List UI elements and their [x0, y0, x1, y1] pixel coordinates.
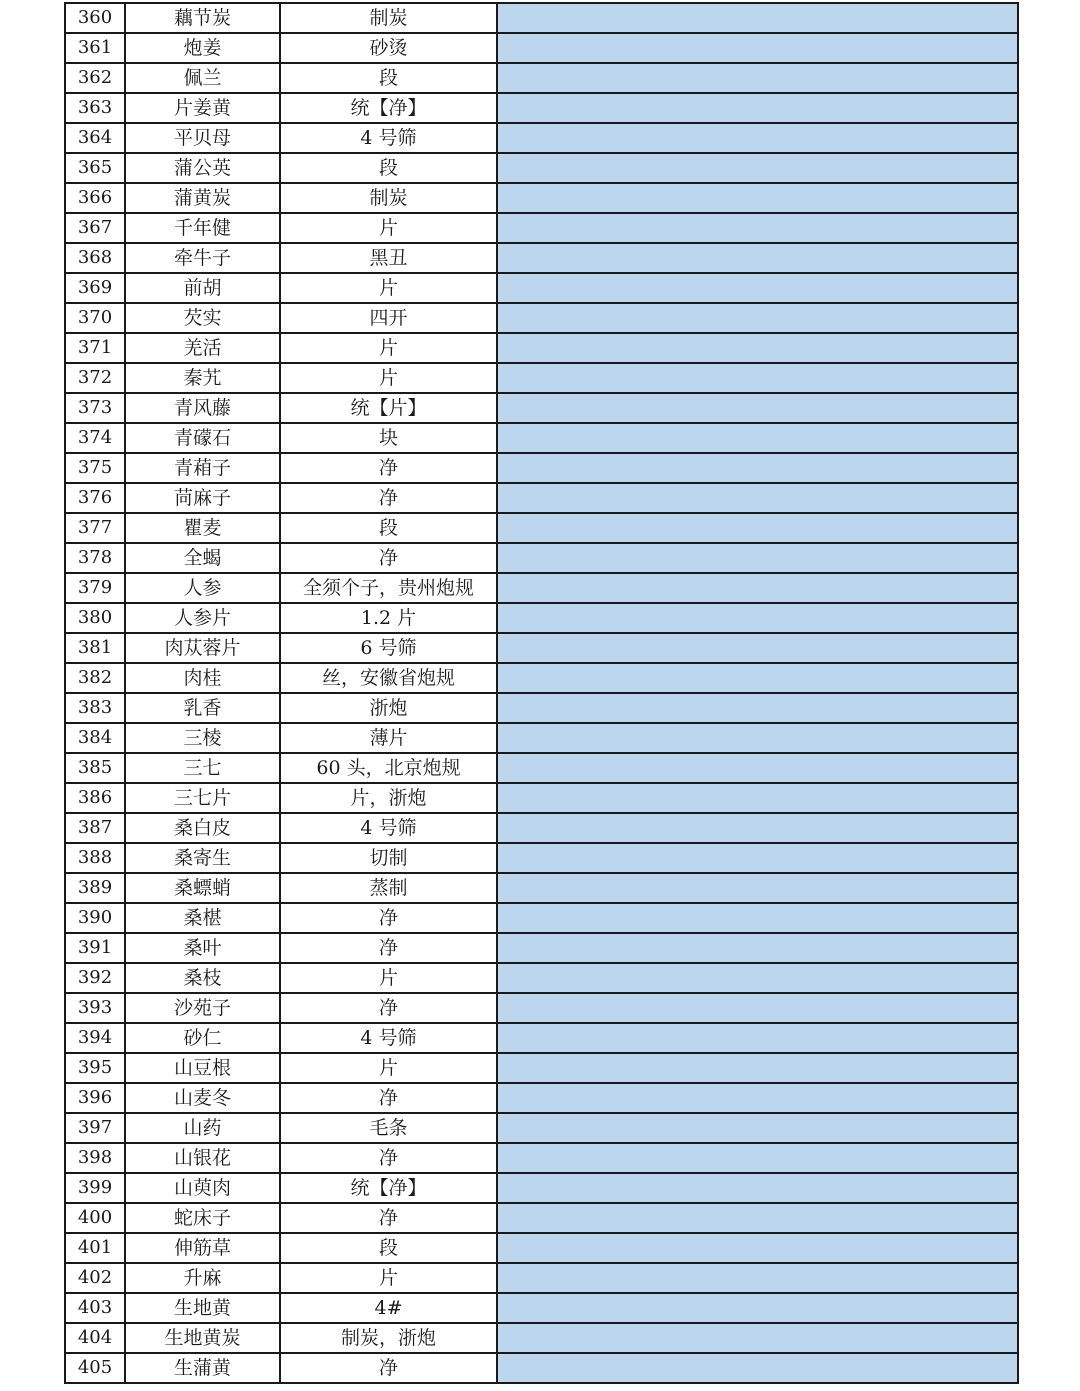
- row-number-cell: 405: [65, 1353, 125, 1383]
- herb-spec-cell: 段: [280, 513, 497, 543]
- row-number-cell: 385: [65, 753, 125, 783]
- herb-name-cell: 桑螵蛸: [125, 873, 280, 903]
- blank-fill-cell: [497, 1083, 1018, 1113]
- row-number-cell: 368: [65, 243, 125, 273]
- table-row: [65, 1143, 1018, 1173]
- blank-fill-cell: [497, 783, 1018, 813]
- table-row: [65, 3, 1018, 33]
- herb-name-cell: 砂仁: [125, 1023, 280, 1053]
- herb-spec-cell: 净: [280, 903, 497, 933]
- row-number-cell: 401: [65, 1233, 125, 1263]
- table-row: [65, 993, 1018, 1023]
- herb-spec-cell: 4 号筛: [280, 123, 497, 153]
- table-row: [65, 903, 1018, 933]
- herb-name-cell: 山萸肉: [125, 1173, 280, 1203]
- herb-name-cell: 蛇床子: [125, 1203, 280, 1233]
- table-row: [65, 393, 1018, 423]
- herb-spec-cell: 净: [280, 993, 497, 1023]
- herb-spec-cell: 块: [280, 423, 497, 453]
- herb-name-cell: 桑寄生: [125, 843, 280, 873]
- herb-spec-cell: 制炭，浙炮: [280, 1323, 497, 1353]
- herb-spec-cell: 4 号筛: [280, 1023, 497, 1053]
- table-row: [65, 1173, 1018, 1203]
- row-number-cell: 399: [65, 1173, 125, 1203]
- herb-name-cell: 千年健: [125, 213, 280, 243]
- blank-fill-cell: [497, 243, 1018, 273]
- row-number-cell: 395: [65, 1053, 125, 1083]
- row-number-cell: 375: [65, 453, 125, 483]
- table-row: [65, 693, 1018, 723]
- herb-spec-cell: 片，浙炮: [280, 783, 497, 813]
- table-row: [65, 153, 1018, 183]
- blank-fill-cell: [497, 33, 1018, 63]
- table-row: [65, 63, 1018, 93]
- herb-spec-cell: 统【净】: [280, 93, 497, 123]
- blank-fill-cell: [497, 513, 1018, 543]
- row-number-cell: 378: [65, 543, 125, 573]
- row-number-cell: 360: [65, 3, 125, 33]
- herb-spec-cell: 净: [280, 543, 497, 573]
- herb-spec-cell: 浙炮: [280, 693, 497, 723]
- blank-fill-cell: [497, 123, 1018, 153]
- table-row: [65, 963, 1018, 993]
- herb-spec-cell: 1.2 片: [280, 603, 497, 633]
- row-number-cell: 400: [65, 1203, 125, 1233]
- blank-fill-cell: [497, 1293, 1018, 1323]
- herb-spec-cell: 段: [280, 63, 497, 93]
- table-row: [65, 303, 1018, 333]
- blank-fill-cell: [497, 1203, 1018, 1233]
- herb-spec-cell: 净: [280, 483, 497, 513]
- herb-name-cell: 青礞石: [125, 423, 280, 453]
- blank-fill-cell: [497, 3, 1018, 33]
- herb-name-cell: 平贝母: [125, 123, 280, 153]
- table-row: [65, 93, 1018, 123]
- blank-fill-cell: [497, 1323, 1018, 1353]
- row-number-cell: 373: [65, 393, 125, 423]
- herb-spec-cell: 切制: [280, 843, 497, 873]
- table-row: [65, 1323, 1018, 1353]
- herb-spec-cell: 四开: [280, 303, 497, 333]
- herb-name-cell: 桑椹: [125, 903, 280, 933]
- herb-name-cell: 芡实: [125, 303, 280, 333]
- table-row: [65, 1053, 1018, 1083]
- herb-spec-cell: 片: [280, 1263, 497, 1293]
- herb-name-cell: 羌活: [125, 333, 280, 363]
- herb-name-cell: 伸筋草: [125, 1233, 280, 1263]
- row-number-cell: 393: [65, 993, 125, 1023]
- herb-name-cell: 乳香: [125, 693, 280, 723]
- blank-fill-cell: [497, 393, 1018, 423]
- herb-spec-cell: 60 头，北京炮规: [280, 753, 497, 783]
- table-row: [65, 33, 1018, 63]
- herb-name-cell: 前胡: [125, 273, 280, 303]
- herb-spec-cell: 全须个子，贵州炮规: [280, 573, 497, 603]
- blank-fill-cell: [497, 573, 1018, 603]
- row-number-cell: 365: [65, 153, 125, 183]
- herb-spec-cell: 片: [280, 363, 497, 393]
- table-row: [65, 723, 1018, 753]
- herb-spec-cell: 统【片】: [280, 393, 497, 423]
- table-row: [65, 1293, 1018, 1323]
- table-row: [65, 1233, 1018, 1263]
- blank-fill-cell: [497, 903, 1018, 933]
- herb-name-cell: 瞿麦: [125, 513, 280, 543]
- table-row: [65, 213, 1018, 243]
- herb-spec-cell: 净: [280, 453, 497, 483]
- row-number-cell: 380: [65, 603, 125, 633]
- blank-fill-cell: [497, 723, 1018, 753]
- row-number-cell: 404: [65, 1323, 125, 1353]
- table-row: [65, 513, 1018, 543]
- blank-fill-cell: [497, 633, 1018, 663]
- table-row: [65, 933, 1018, 963]
- blank-fill-cell: [497, 933, 1018, 963]
- row-number-cell: 363: [65, 93, 125, 123]
- blank-fill-cell: [497, 303, 1018, 333]
- herb-name-cell: 升麻: [125, 1263, 280, 1293]
- herb-name-cell: 苘麻子: [125, 483, 280, 513]
- herb-spec-cell: 6 号筛: [280, 633, 497, 663]
- herb-spec-cell: 统【净】: [280, 1173, 497, 1203]
- blank-fill-cell: [497, 663, 1018, 693]
- row-number-cell: 361: [65, 33, 125, 63]
- herb-spec-table-body: [65, 3, 1018, 1383]
- blank-fill-cell: [497, 603, 1018, 633]
- blank-fill-cell: [497, 873, 1018, 903]
- blank-fill-cell: [497, 993, 1018, 1023]
- row-number-cell: 397: [65, 1113, 125, 1143]
- herb-name-cell: 炮姜: [125, 33, 280, 63]
- table-row: [65, 873, 1018, 903]
- blank-fill-cell: [497, 1143, 1018, 1173]
- row-number-cell: 370: [65, 303, 125, 333]
- herb-name-cell: 桑枝: [125, 963, 280, 993]
- herb-name-cell: 佩兰: [125, 63, 280, 93]
- blank-fill-cell: [497, 813, 1018, 843]
- herb-name-cell: 三七片: [125, 783, 280, 813]
- blank-fill-cell: [497, 1233, 1018, 1263]
- blank-fill-cell: [497, 963, 1018, 993]
- row-number-cell: 387: [65, 813, 125, 843]
- blank-fill-cell: [497, 453, 1018, 483]
- herb-name-cell: 生蒲黄: [125, 1353, 280, 1383]
- table-row: [65, 543, 1018, 573]
- herb-spec-cell: 净: [280, 1143, 497, 1173]
- table-row: [65, 243, 1018, 273]
- herb-spec-cell: 净: [280, 1353, 497, 1383]
- table-row: [65, 363, 1018, 393]
- herb-name-cell: 青风藤: [125, 393, 280, 423]
- row-number-cell: 386: [65, 783, 125, 813]
- row-number-cell: 403: [65, 1293, 125, 1323]
- row-number-cell: 374: [65, 423, 125, 453]
- table-row: [65, 1263, 1018, 1293]
- row-number-cell: 364: [65, 123, 125, 153]
- table-row: [65, 1083, 1018, 1113]
- blank-fill-cell: [497, 63, 1018, 93]
- blank-fill-cell: [497, 273, 1018, 303]
- blank-fill-cell: [497, 213, 1018, 243]
- row-number-cell: 366: [65, 183, 125, 213]
- row-number-cell: 383: [65, 693, 125, 723]
- herb-spec-cell: 毛条: [280, 1113, 497, 1143]
- table-row: [65, 573, 1018, 603]
- table-row: [65, 333, 1018, 363]
- blank-fill-cell: [497, 483, 1018, 513]
- table-row: [65, 1353, 1018, 1383]
- herb-spec-cell: 4#: [280, 1293, 497, 1323]
- herb-name-cell: 山麦冬: [125, 1083, 280, 1113]
- herb-name-cell: 人参: [125, 573, 280, 603]
- herb-name-cell: 桑叶: [125, 933, 280, 963]
- herb-spec-cell: 片: [280, 1053, 497, 1083]
- table-row: [65, 1203, 1018, 1233]
- table-row: [65, 183, 1018, 213]
- herb-spec-cell: 蒸制: [280, 873, 497, 903]
- herb-spec-cell: 段: [280, 153, 497, 183]
- blank-fill-cell: [497, 693, 1018, 723]
- herb-name-cell: 人参片: [125, 603, 280, 633]
- herb-spec-cell: 净: [280, 933, 497, 963]
- row-number-cell: 369: [65, 273, 125, 303]
- blank-fill-cell: [497, 1263, 1018, 1293]
- herb-spec-cell: 片: [280, 273, 497, 303]
- row-number-cell: 391: [65, 933, 125, 963]
- blank-fill-cell: [497, 93, 1018, 123]
- herb-spec-cell: 片: [280, 963, 497, 993]
- herb-spec-cell: 净: [280, 1083, 497, 1113]
- herb-name-cell: 青葙子: [125, 453, 280, 483]
- table-row: [65, 813, 1018, 843]
- blank-fill-cell: [497, 183, 1018, 213]
- table-row: [65, 453, 1018, 483]
- row-number-cell: 390: [65, 903, 125, 933]
- blank-fill-cell: [497, 423, 1018, 453]
- table-row: [65, 423, 1018, 453]
- blank-fill-cell: [497, 543, 1018, 573]
- herb-spec-cell: 丝，安徽省炮规: [280, 663, 497, 693]
- table-row: [65, 753, 1018, 783]
- row-number-cell: 362: [65, 63, 125, 93]
- blank-fill-cell: [497, 1023, 1018, 1053]
- herb-name-cell: 三棱: [125, 723, 280, 753]
- row-number-cell: 381: [65, 633, 125, 663]
- herb-name-cell: 山豆根: [125, 1053, 280, 1083]
- blank-fill-cell: [497, 1173, 1018, 1203]
- blank-fill-cell: [497, 1113, 1018, 1143]
- herb-spec-cell: 片: [280, 333, 497, 363]
- row-number-cell: 392: [65, 963, 125, 993]
- table-row: [65, 1113, 1018, 1143]
- row-number-cell: 394: [65, 1023, 125, 1053]
- herb-name-cell: 蒲黄炭: [125, 183, 280, 213]
- row-number-cell: 389: [65, 873, 125, 903]
- herb-name-cell: 全蝎: [125, 543, 280, 573]
- table-row: [65, 123, 1018, 153]
- row-number-cell: 377: [65, 513, 125, 543]
- blank-fill-cell: [497, 153, 1018, 183]
- row-number-cell: 379: [65, 573, 125, 603]
- herb-spec-cell: 净: [280, 1203, 497, 1233]
- table-row: [65, 783, 1018, 813]
- row-number-cell: 376: [65, 483, 125, 513]
- herb-spec-cell: 段: [280, 1233, 497, 1263]
- herb-spec-cell: 薄片: [280, 723, 497, 753]
- herb-spec-table: [64, 2, 1019, 1384]
- row-number-cell: 382: [65, 663, 125, 693]
- herb-name-cell: 山药: [125, 1113, 280, 1143]
- herb-spec-cell: 片: [280, 213, 497, 243]
- row-number-cell: 367: [65, 213, 125, 243]
- herb-spec-cell: 制炭: [280, 3, 497, 33]
- row-number-cell: 402: [65, 1263, 125, 1293]
- blank-fill-cell: [497, 753, 1018, 783]
- blank-fill-cell: [497, 1053, 1018, 1083]
- table-row: [65, 843, 1018, 873]
- blank-fill-cell: [497, 1353, 1018, 1383]
- herb-name-cell: 蒲公英: [125, 153, 280, 183]
- table-row: [65, 633, 1018, 663]
- table-row: [65, 663, 1018, 693]
- row-number-cell: 396: [65, 1083, 125, 1113]
- herb-name-cell: 三七: [125, 753, 280, 783]
- row-number-cell: 398: [65, 1143, 125, 1173]
- herb-spec-cell: 砂烫: [280, 33, 497, 63]
- herb-name-cell: 藕节炭: [125, 3, 280, 33]
- herb-spec-cell: 黑丑: [280, 243, 497, 273]
- table-row: [65, 273, 1018, 303]
- herb-spec-cell: 4 号筛: [280, 813, 497, 843]
- herb-name-cell: 生地黄: [125, 1293, 280, 1323]
- row-number-cell: 384: [65, 723, 125, 753]
- blank-fill-cell: [497, 363, 1018, 393]
- blank-fill-cell: [497, 843, 1018, 873]
- table-row: [65, 603, 1018, 633]
- herb-name-cell: 沙苑子: [125, 993, 280, 1023]
- herb-name-cell: 肉苁蓉片: [125, 633, 280, 663]
- herb-name-cell: 肉桂: [125, 663, 280, 693]
- herb-name-cell: 秦艽: [125, 363, 280, 393]
- herb-name-cell: 桑白皮: [125, 813, 280, 843]
- herb-spec-cell: 制炭: [280, 183, 497, 213]
- herb-name-cell: 牵牛子: [125, 243, 280, 273]
- herb-spec-sheet: [64, 2, 1017, 1389]
- blank-fill-cell: [497, 333, 1018, 363]
- herb-name-cell: 山银花: [125, 1143, 280, 1173]
- table-row: [65, 1023, 1018, 1053]
- table-row: [65, 483, 1018, 513]
- row-number-cell: 371: [65, 333, 125, 363]
- row-number-cell: 372: [65, 363, 125, 393]
- herb-name-cell: 生地黄炭: [125, 1323, 280, 1353]
- row-number-cell: 388: [65, 843, 125, 873]
- herb-name-cell: 片姜黄: [125, 93, 280, 123]
